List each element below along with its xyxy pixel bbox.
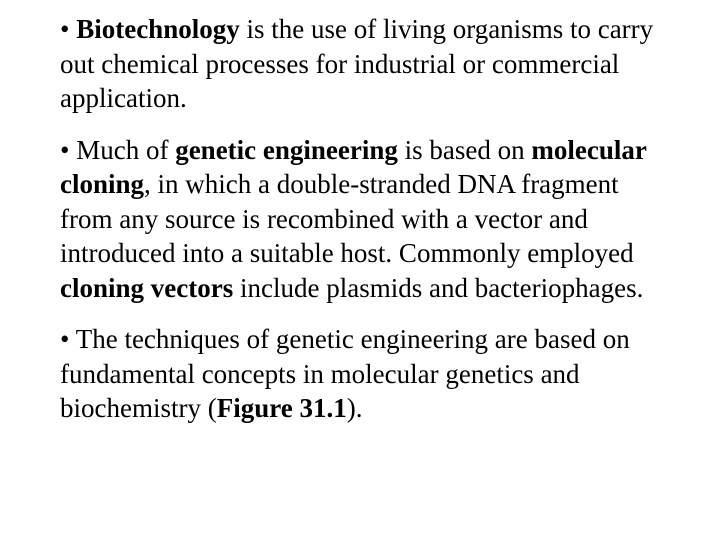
bullet-text: • Much of [60, 134, 176, 165]
bullet-text: ). [346, 393, 363, 423]
bullet-paragraph-biotechnology [60, 12, 660, 116]
term-biotechnology: Biotechnology [76, 14, 240, 44]
term-genetic-engineering: genetic engineering [175, 134, 398, 165]
bullet-paragraph-genetic-engineering [60, 133, 660, 306]
bullet-text: , in which a double-stranded DNA fragment from any source is recombined with a vector and introduced into a suitable host. Commonly employed [60, 169, 634, 268]
bullet-text: include plasmids and bacteriophages. [233, 272, 644, 303]
bullet-text: • The techniques of genetic engineering are based on fundamental concepts in molecular genetics and biochemistry ( [60, 324, 630, 423]
term-cloning-vectors: cloning vectors [60, 272, 234, 303]
bullet-text: is the use of living organisms to carry out chemical processes for industrial or commercial application. [60, 14, 654, 113]
bullet-text: • [60, 14, 77, 44]
term-molecular-cloning: molecular cloning [60, 134, 647, 199]
bullet-paragraph-techniques [60, 322, 660, 426]
figure-reference: Figure 31.1 [216, 393, 347, 423]
bullet-text: is based on [397, 134, 532, 165]
